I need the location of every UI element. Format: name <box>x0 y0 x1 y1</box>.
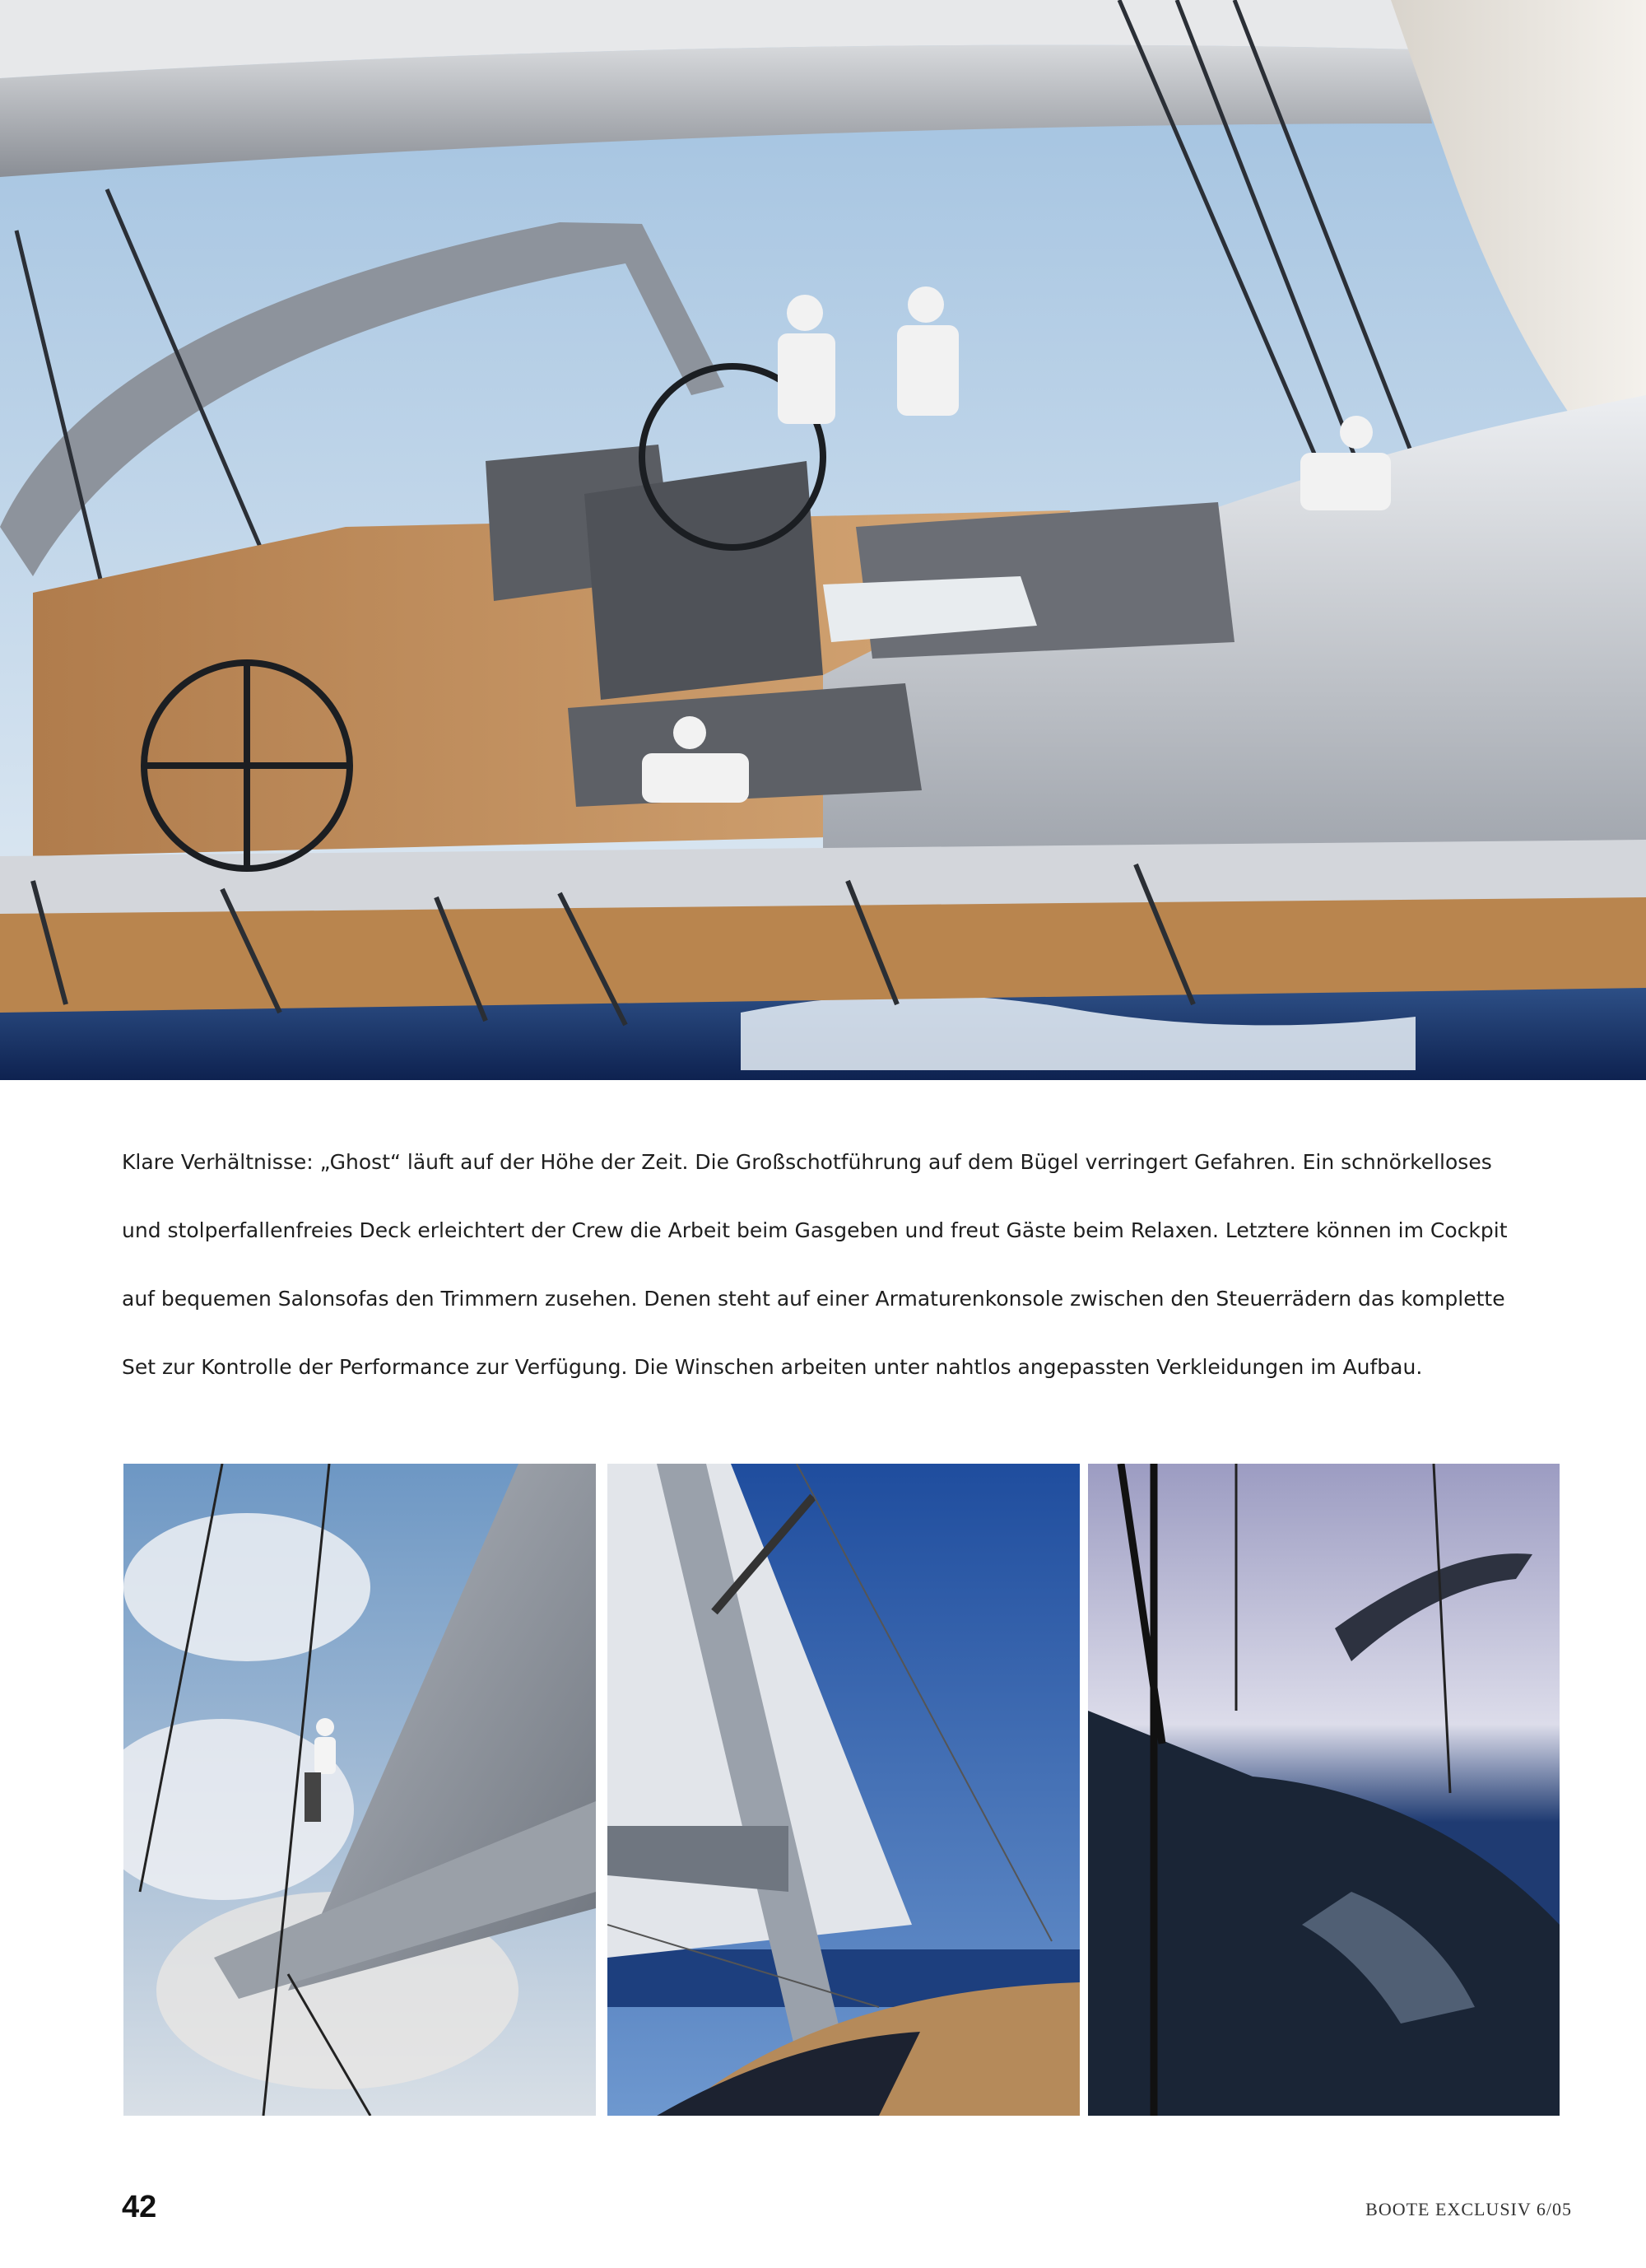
page-number: 42 <box>122 2190 157 2224</box>
photo-crew-on-boom <box>123 1464 596 2116</box>
photo-deck-at-sunset <box>1088 1464 1560 2116</box>
publication-issue: BOOTE EXCLUSIV 6/05 <box>1365 2199 1572 2219</box>
photo-caption: Klare Verhältnisse: „Ghost“ läuft auf der Höhe der Zeit. Die Großschotführung auf dem Bügel verringert Gefahren. Ein schnörkelloses und stolperfallenfreies Deck erleichtert der Crew die Arbeit beim Gasgeben und freut Gäste beim Relaxen. Letztere können im Cockpit auf bequemen Salonsofas den Trimmern zusehen. Denen steht auf einer Armaturenkonsole zwischen den Steuerrädern das komplette Set zur Kontrolle der Performance zur Verfügung. Die Winschen arbeiten unter nahtlos angepassten Verkleidungen im Aufbau. <box>122 1150 1508 1379</box>
photo-mast-and-sails <box>607 1464 1080 2116</box>
hero-photo-yacht-cockpit <box>0 0 1646 1080</box>
